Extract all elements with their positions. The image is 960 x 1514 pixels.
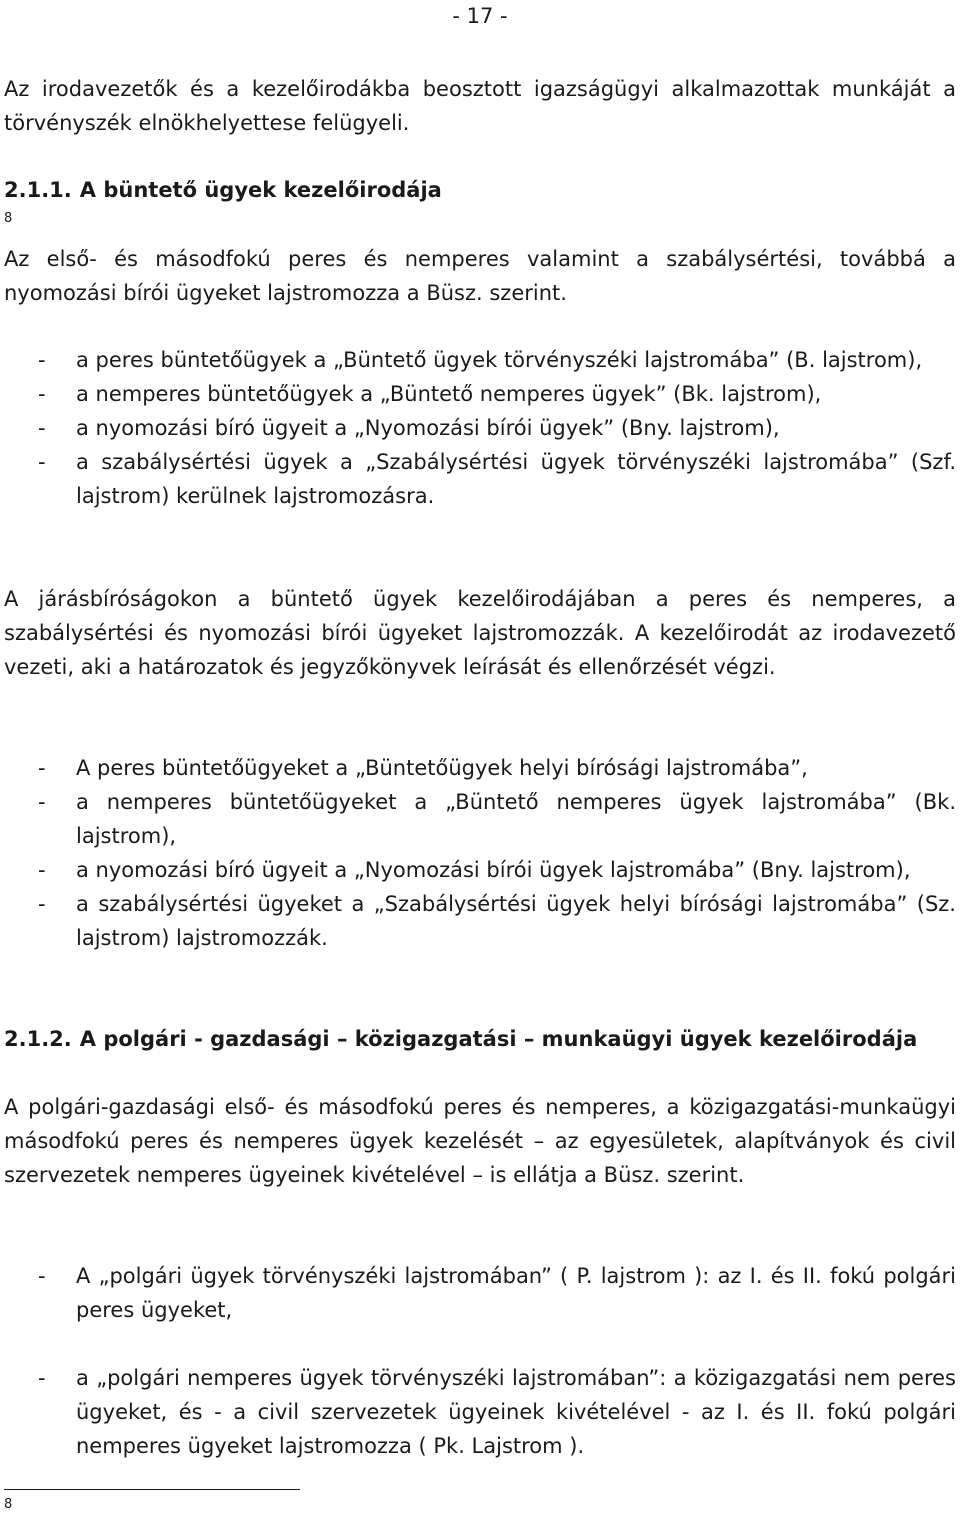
civil-nonlitigious-list bbox=[4, 1361, 956, 1463]
list-item: - a nemperes büntetőügyek a „Büntető nemperes ügyek” (Bk. lajstrom), bbox=[4, 377, 956, 411]
list-item: - a „polgári nemperes ügyek törvényszéki lajstromában”: a közigazgatási nem peres ügyeket, és - a civil szervezetek ügyeinek kivételével - az I. és II. fokú polgári nemperes ügyeket lajstromozza ( Pk. Lajstrom ). bbox=[4, 1361, 956, 1463]
section-number: 2.1.1. bbox=[4, 178, 72, 202]
footnote-separator bbox=[4, 1489, 300, 1490]
list-item: - a peres büntetőügyek a „Büntető ügyek törvényszéki lajstromába” (B. lajstrom), bbox=[4, 343, 956, 377]
criminal-intro-paragraph: Az első- és másodfokú peres és nemperes valamint a szabálysértési, továbbá a nyomozási bírói ügyeket lajstromozza a Büsz. szerint. bbox=[4, 247, 956, 305]
footnote-number: 8 bbox=[4, 1497, 13, 1512]
page-number: - 17 - bbox=[452, 4, 508, 28]
list-item: - a nemperes büntetőügyeket a „Büntető nemperes ügyek lajstromába” (Bk. lajstrom), bbox=[4, 785, 956, 853]
criminal-registry-list bbox=[4, 343, 956, 513]
intro-paragraph: Az irodavezetők és a kezelőirodákba beosztott igazságügyi alkalmazottak munkáját a törvényszék elnökhelyettese felügyeli. bbox=[4, 77, 956, 135]
section-heading-civil bbox=[4, 1024, 956, 1054]
civil-registry-list bbox=[4, 1259, 956, 1327]
list-item: - a nyomozási bíró ügyeit a „Nyomozási bírói ügyek lajstromába” (Bny. lajstrom), bbox=[4, 853, 956, 887]
section-title: A polgári - gazdasági – közigazgatási – munkaügyi ügyek kezelőirodája bbox=[79, 1027, 918, 1051]
list-item: - a szabálysértési ügyek a „Szabálysértési ügyek törvényszéki lajstromába” (Szf. lajstrom) kerülnek lajstromozásra. bbox=[4, 445, 956, 513]
footnote-reference[interactable]: 8 bbox=[4, 211, 13, 226]
section-heading-criminal bbox=[4, 175, 956, 205]
list-item: - a nyomozási bíró ügyeit a „Nyomozási bírói ügyek” (Bny. lajstrom), bbox=[4, 411, 956, 445]
district-court-paragraph: A járásbíróságokon a büntető ügyek kezelőirodájában a peres és nemperes, a szabálysértési és nyomozási bírói ügyeket lajstromozzák. A kezelőirodát az irodavezető vezeti, aki a határozatok és jegyzőkönyvek leírását és ellenőrzését végzi. bbox=[4, 587, 956, 679]
civil-intro-paragraph: A polgári-gazdasági első- és másodfokú peres és nemperes, a közigazgatási-munkaügyi másodfokú peres és nemperes ügyek kezelését – az egyesületek, alapítványok és civil szervezetek nemperes ügyeinek kivételével – is ellátja a Büsz. szerint. bbox=[4, 1095, 956, 1187]
section-title: A büntető ügyek kezelőirodája bbox=[79, 178, 442, 202]
list-item: - a szabálysértési ügyeket a „Szabálysértési ügyek helyi bírósági lajstromába” (Sz. lajstrom) lajstromozzák. bbox=[4, 887, 956, 955]
section-number: 2.1.2. bbox=[4, 1027, 72, 1051]
list-item: - A peres büntetőügyeket a „Büntetőügyek helyi bírósági lajstromába”, bbox=[4, 751, 956, 785]
district-registry-list bbox=[4, 751, 956, 955]
list-item: - A „polgári ügyek törvényszéki lajstromában” ( P. lajstrom ): az I. és II. fokú polgári peres ügyeket, bbox=[4, 1259, 956, 1327]
